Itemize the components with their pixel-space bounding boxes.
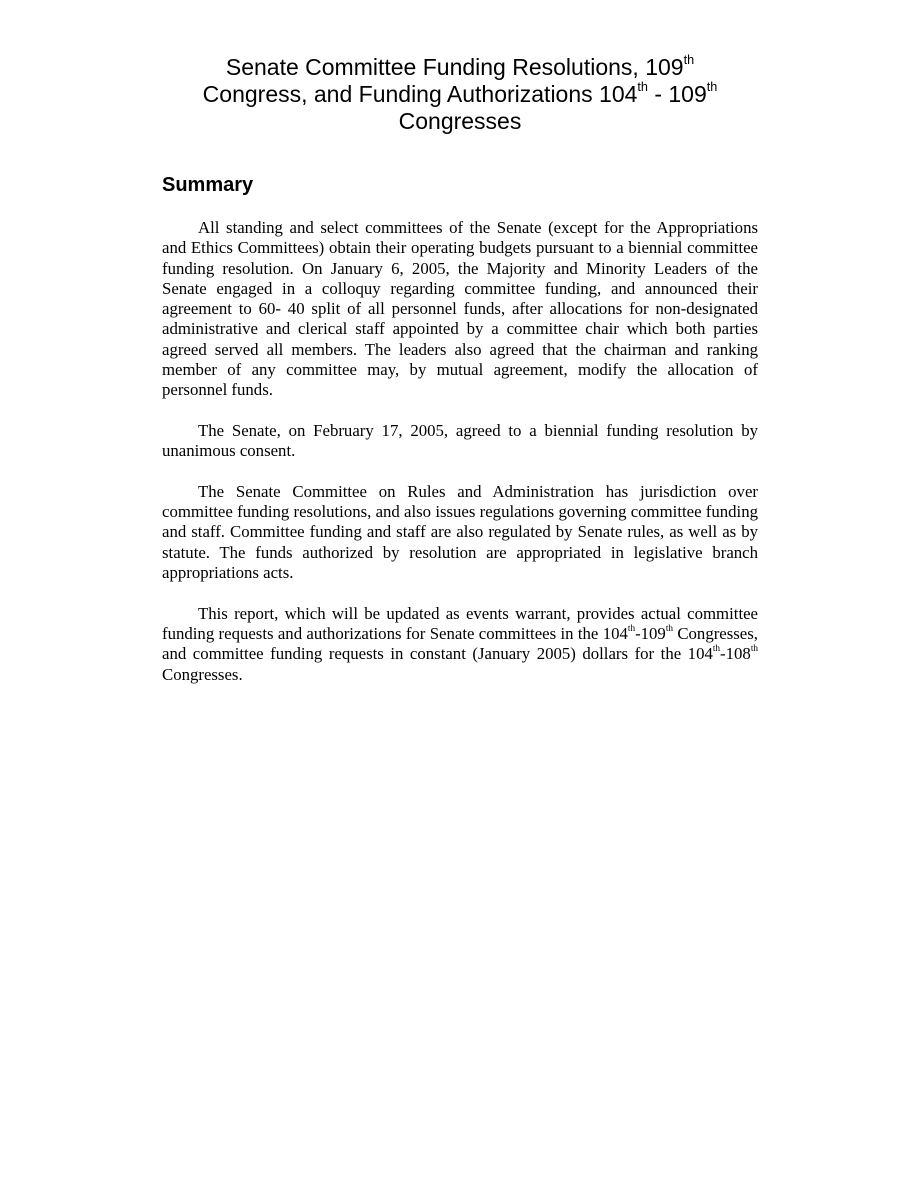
summary-paragraph-3: The Senate Committee on Rules and Administration has jurisdiction over committee funding resolutions, and also issues regulations governing committee funding and staff. Committee funding and staff are also regulated by Senate rules, as well as by statute. The funds authorized by resolution are appropriated in legislative branch appropriations acts.: [162, 481, 758, 583]
document-title: [162, 54, 758, 135]
paragraph-text: Congresses, and committee funding requests in constant (January 2005) dollars for the 104: [162, 623, 758, 664]
ordinal-superscript: th: [750, 643, 758, 654]
title-text: - 109: [647, 81, 707, 107]
title-line-2: [162, 81, 758, 108]
summary-paragraph-2: The Senate, on February 17, 2005, agreed to a biennial funding resolution by unanimous consent.: [162, 420, 758, 461]
paragraph-text: -108: [720, 644, 751, 664]
ordinal-superscript: th: [665, 622, 674, 633]
paragraph-text: This report, which will be updated as events warrant, provides actual committee funding requests and authorizations for Senate committees in the 104: [162, 603, 758, 643]
summary-paragraph-1: All standing and select committees of the Senate (except for the Appropriations and Ethics Committees) obtain their operating budgets pursuant to a biennial committee funding resolution. On January 6, 2005, the Majority and Minority Leaders of the Senate engaged in a colloquy regarding committee funding, and announced their agreement to 60- 40 split of all personnel funds, after allocations for non-designated administrative and clerical staff appointed by a committee chair which both parties agreed served all members. The leaders also agreed that the chairman and ranking member of any committee may, by mutual agreement, modify the allocation of personnel funds.: [162, 218, 758, 400]
title-text: Senate Committee Funding Resolutions, 109: [225, 54, 684, 80]
title-text: Congress, and Funding Authorizations 104: [202, 81, 638, 107]
document-page: [162, 53, 758, 684]
ordinal-superscript: th: [712, 643, 721, 654]
summary-paragraph-4: [162, 604, 758, 685]
summary-heading: Summary: [162, 174, 254, 196]
title-superscript: th: [637, 80, 648, 95]
summary-body: [162, 218, 758, 705]
title-superscript: th: [706, 80, 718, 95]
paragraph-text: -109: [635, 623, 666, 643]
title-line-3: [162, 108, 758, 135]
ordinal-superscript: th: [627, 622, 636, 633]
title-text: Congresses: [398, 108, 522, 134]
paragraph-text: Congresses.: [162, 664, 243, 684]
title-line-1: [162, 54, 758, 81]
title-superscript: th: [683, 53, 695, 68]
